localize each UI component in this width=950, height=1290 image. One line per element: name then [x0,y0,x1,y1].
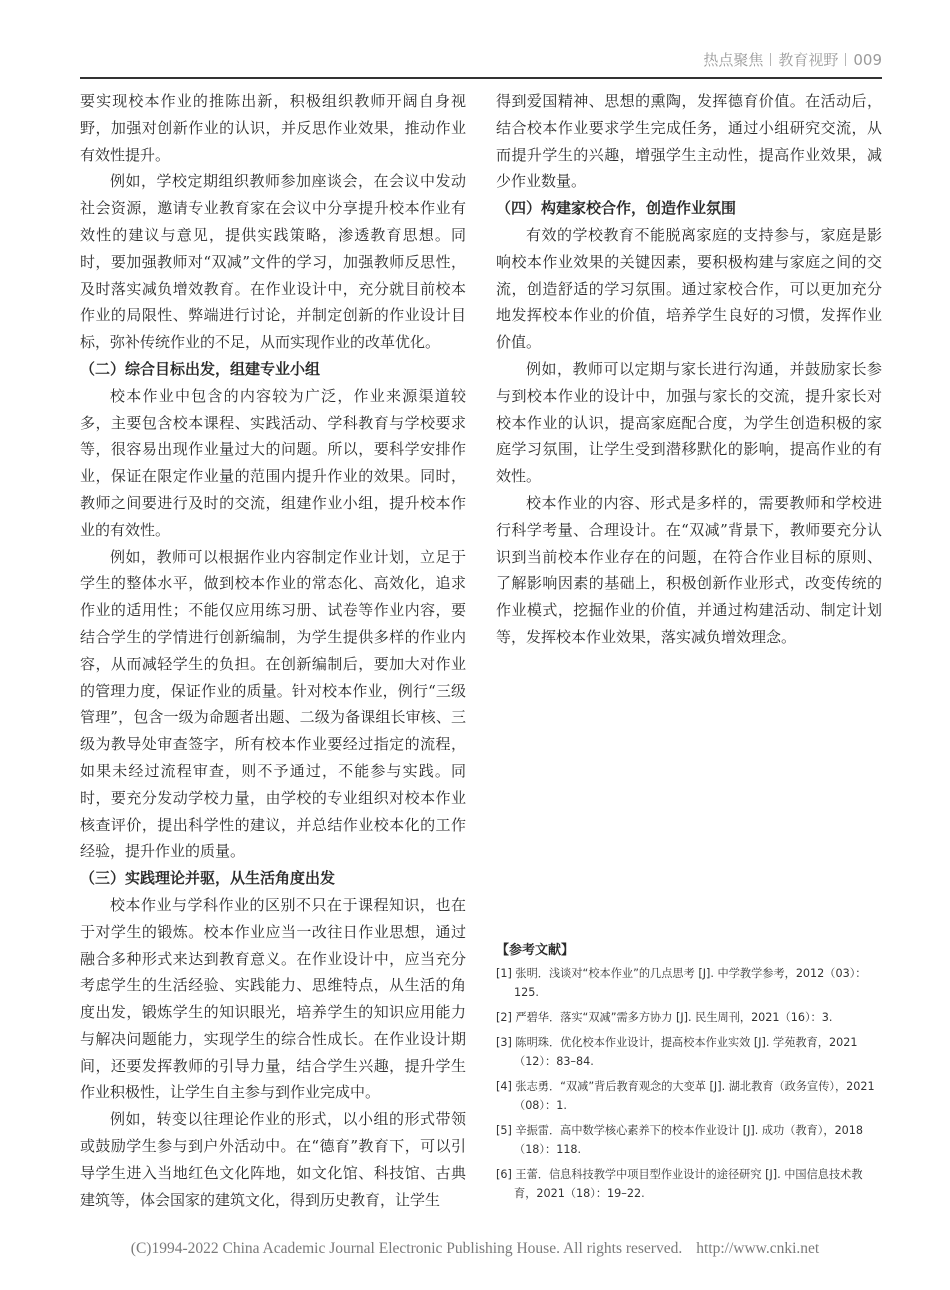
reference-list [496,964,882,1203]
body-paragraph: 有效的学校教育不能脱离家庭的支持参与，家庭是影响校本作业效果的关键因素，要积极构建与家庭之间的交流，创造舒适的学习氛围。通过家校合作，可以更加充分地发挥校本作业的价值，培养学生良好的习惯，发挥作业价值。 [496,225,882,352]
header-section: 热点聚焦 [703,51,764,69]
reference-item: [3] 陈明珠．优化校本作业设计，提高校本作业实效 [J]. 学苑教育，2021（12）：83–84. [496,1036,858,1068]
body-paragraph: 例如，转变以往理论作业的形式，以小组的形式带领或鼓励学生参与到户外活动中。在“德育”教育下，可以引导学生进入当地红色文化阵地，如文化馆、科技馆、古典建筑等，体会国家的建筑文化，得到历史教育，让学生 [80,1110,466,1209]
section-heading: （四）构建家校合作，创造作业氛围 [496,199,737,218]
reference-item: [2] 严碧华．落实“双减”需多方协力 [J]. 民生周刊，2021（16）：3. [496,1011,833,1024]
copyright-text: (C)1994-2022 China Academic Journal Electronic Publishing House. All rights reserved. [130,1240,683,1257]
references-title: 【参考文献】 [496,943,575,958]
references [496,940,882,1209]
body-paragraph: 例如，学校定期组织教师参加座谈会，在会议中发动社会资源，邀请专业教育家在会议中分享提升校本作业有效性的建议与意见，提供实践策略，渗透教育思想。同时，要加强教师对“双减”文件的学习，加强教师反思性，及时落实减负增效教育。在作业设计中，充分就目前校本作业的局限性、弊端进行讨论，并制定创新的作业设计目标，弥补传统作业的不足，从而实现作业的改革优化。 [80,172,466,352]
reference-item: [6] 王蕾．信息科技教学中项目型作业设计的途径研究 [J]. 中国信息技术教育，2021（18）：19–22. [496,1168,863,1200]
body-paragraph: 校本作业中包含的内容较为广泛，作业来源渠道较多，主要包含校本课程、实践活动、学科教育与学校要求等，很容易出现作业量过大的问题。所以，要科学安排作业，保证在限定作业量的范围内提升作业的效果。同时，教师之间要进行及时的交流，组建作业小组，提升校本作业的有效性。 [80,386,466,539]
header-column: 教育视野 [778,51,839,69]
copyright-footer [0,1240,950,1258]
reference-item: [4] 张志勇．“双减”背后教育观念的大变革 [J]. 湖北教育（政务宣传），2021（08）：1. [496,1080,875,1112]
running-header [80,50,882,70]
header-divider [770,53,771,66]
reference-item: [5] 辛振雷．高中数学核心素养下的校本作业设计 [J]. 成功（教育），2018（18）：118. [496,1124,864,1156]
left-column [80,88,466,1213]
right-column [496,88,882,651]
footer-url: http://www.cnki.net [696,1240,820,1257]
header-divider [845,53,846,66]
header-rule [80,77,882,79]
body-paragraph: 校本作业的内容、形式是多样的，需要教师和学校进行科学考量、合理设计。在“双减”背景下，教师要充分认识到当前校本作业存在的问题，在符合作业目标的原则、了解影响因素的基础上，积极创新作业形式，改变传统的作业模式，挖掘作业的价值，并通过构建活动、制定计划等，发挥校本作业效果，落实减负增效理念。 [496,493,882,646]
body-paragraph: 例如，教师可以定期与家长进行沟通，并鼓励家长参与到校本作业的设计中，加强与家长的交流，提升家长对校本作业的认识，提高家庭配合度，为学生创造积极的家庭学习氛围，让学生受到潜移默化的影响，提高作业的有效性。 [496,359,882,486]
section-heading: （三）实践理论并驱，从生活角度出发 [80,869,336,888]
section-heading: （二）综合目标出发，组建专业小组 [80,359,321,378]
body-paragraph: 得到爱国精神、思想的熏陶，发挥德育价值。在活动后，结合校本作业要求学生完成任务，通过小组研究交流，从而提升学生的兴趣，增强学生主动性，提高作业效果，减少作业数量。 [496,92,882,191]
body-paragraph: 例如，教师可以根据作业内容制定作业计划，立足于学生的整体水平，做到校本作业的常态化、高效化，追求作业的适用性；不能仅应用练习册、试卷等作业内容，要结合学生的学情进行创新编制，为学生提供多样的作业内容，从而减轻学生的负担。在创新编制后，要加大对作业的管理力度，保证作业的质量。针对校本作业，例行“三级管理”，包含一级为命题者出题、二级为备课组长审核、三级为教导处审查签字，所有校本作业要经过指定的流程，如果未经过流程审查，则不予通过，不能参与实践。同时，要充分发动学校力量，由学校的专业组织对校本作业核查评价，提出科学性的建议，并总结作业校本化的工作经验，提升作业的质量。 [80,547,466,861]
reference-item: [1] 张明．浅谈对“校本作业”的几点思考 [J]. 中学教学参考，2012（03）：125. [496,967,867,999]
body-paragraph: 校本作业与学科作业的区别不只在于课程知识，也在于对学生的锻炼。校本作业应当一改往日作业思想，通过融合多种形式来达到教育意义。在作业设计中，应当充分考虑学生的生活经验、实践能力、思维特点，从生活的角度出发，锻炼学生的知识眼光，培养学生的知识应用能力与解决问题能力，实现学生的综合性成长。在作业设计期间，还要发挥教师的引导力量，结合学生兴趣，提升学生作业积极性，让学生自主参与到作业完成中。 [80,895,466,1102]
body-paragraph: 要实现校本作业的推陈出新，积极组织教师开阔自身视野，加强对创新作业的认识，并反思作业效果，推动作业有效性提升。 [80,92,466,164]
page-number: 009 [853,51,882,69]
